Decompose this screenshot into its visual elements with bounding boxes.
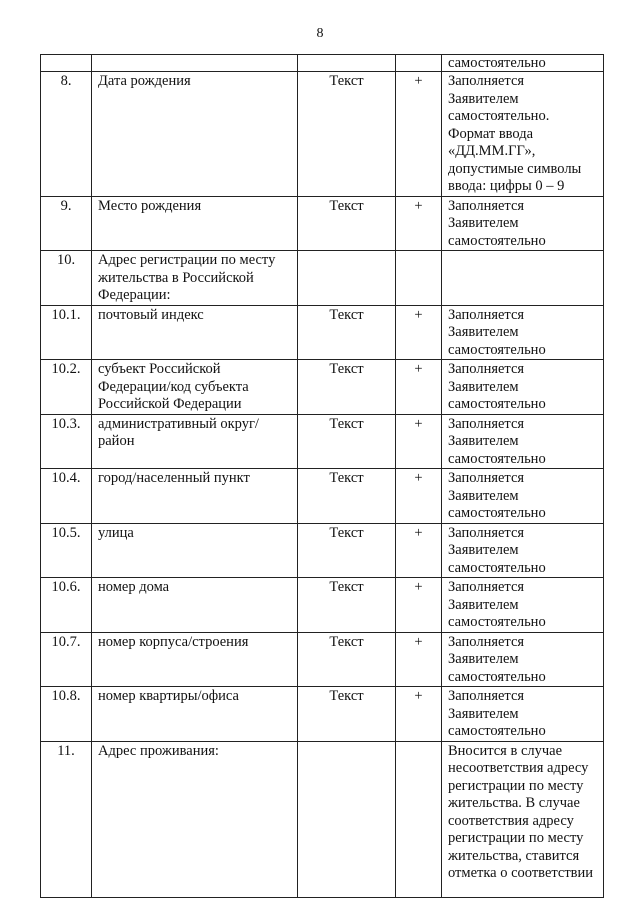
table-row: [41, 632, 604, 687]
cell-field-name: улица: [92, 523, 298, 578]
cell-number: [41, 55, 92, 72]
cell-note: Заполняется Заявителем самостоятельно. Формат ввода «ДД.ММ.ГГ», допустимые символы ввода: цифры 0 – 9: [442, 72, 604, 197]
cell-type: Текст: [298, 523, 396, 578]
cell-number: 10.4.: [41, 469, 92, 524]
cell-note: Заполняется Заявителем самостоятельно: [442, 469, 604, 524]
table-row: [41, 687, 604, 742]
table-row: [41, 741, 604, 897]
cell-field-name: [92, 55, 298, 72]
cell-field-name: номер дома: [92, 578, 298, 633]
cell-type: Текст: [298, 687, 396, 742]
table-row: [41, 196, 604, 251]
cell-note: Заполняется Заявителем самостоятельно: [442, 687, 604, 742]
cell-number: 8.: [41, 72, 92, 197]
cell-required: +: [396, 523, 442, 578]
table-row: [41, 523, 604, 578]
cell-required: [396, 741, 442, 897]
cell-field-name: Адрес регистрации по месту жительства в Российской Федерации:: [92, 251, 298, 306]
fields-table: [40, 54, 604, 898]
cell-required: +: [396, 196, 442, 251]
cell-type: Текст: [298, 305, 396, 360]
cell-type: Текст: [298, 469, 396, 524]
cell-field-name: Дата рождения: [92, 72, 298, 197]
cell-type: [298, 251, 396, 306]
cell-type: Текст: [298, 360, 396, 415]
cell-required: [396, 55, 442, 72]
cell-number: 10.1.: [41, 305, 92, 360]
cell-type: [298, 55, 396, 72]
cell-required: +: [396, 360, 442, 415]
cell-field-name: номер корпуса/строения: [92, 632, 298, 687]
cell-required: [396, 251, 442, 306]
cell-note: Заполняется Заявителем самостоятельно: [442, 414, 604, 469]
cell-note: Заполняется Заявителем самостоятельно: [442, 632, 604, 687]
table-row: [41, 469, 604, 524]
cell-note: Заполняется Заявителем самостоятельно: [442, 196, 604, 251]
cell-number: 11.: [41, 741, 92, 897]
cell-number: 9.: [41, 196, 92, 251]
page-number: 8: [316, 26, 324, 41]
cell-required: +: [396, 578, 442, 633]
table-row: [41, 360, 604, 415]
cell-note: самостоятельно: [442, 55, 604, 72]
cell-required: +: [396, 72, 442, 197]
table-row: [41, 251, 604, 306]
cell-number: 10.5.: [41, 523, 92, 578]
cell-required: +: [396, 687, 442, 742]
cell-type: Текст: [298, 72, 396, 197]
table-row: [41, 72, 604, 197]
cell-note: Вносится в случае несоответствия адресу регистрации по месту жительства. В случае соответствия адресу регистрации по месту жительства, ставится отметка о соответствии: [442, 741, 604, 897]
cell-field-name: почтовый индекс: [92, 305, 298, 360]
cell-note: Заполняется Заявителем самостоятельно: [442, 360, 604, 415]
cell-type: Текст: [298, 196, 396, 251]
table-row: [41, 578, 604, 633]
cell-note: Заполняется Заявителем самостоятельно: [442, 305, 604, 360]
cell-field-name: Место рождения: [92, 196, 298, 251]
table-row: [41, 414, 604, 469]
table-row: [41, 305, 604, 360]
cell-note: [442, 251, 604, 306]
cell-note: Заполняется Заявителем самостоятельно: [442, 578, 604, 633]
cell-number: 10.2.: [41, 360, 92, 415]
cell-type: [298, 741, 396, 897]
cell-field-name: административный округ/ район: [92, 414, 298, 469]
cell-number: 10.7.: [41, 632, 92, 687]
cell-note: Заполняется Заявителем самостоятельно: [442, 523, 604, 578]
cell-number: 10.3.: [41, 414, 92, 469]
cell-type: Текст: [298, 632, 396, 687]
cell-number: 10.6.: [41, 578, 92, 633]
cell-field-name: Адрес проживания:: [92, 741, 298, 897]
cell-required: +: [396, 414, 442, 469]
cell-field-name: субъект Российской Федерации/код субъекта Российской Федерации: [92, 360, 298, 415]
cell-field-name: номер квартиры/офиса: [92, 687, 298, 742]
cell-number: 10.8.: [41, 687, 92, 742]
cell-required: +: [396, 469, 442, 524]
cell-required: +: [396, 305, 442, 360]
continuation-row: [41, 55, 604, 72]
cell-number: 10.: [41, 251, 92, 306]
cell-field-name: город/населенный пункт: [92, 469, 298, 524]
cell-type: Текст: [298, 578, 396, 633]
cell-required: +: [396, 632, 442, 687]
cell-type: Текст: [298, 414, 396, 469]
